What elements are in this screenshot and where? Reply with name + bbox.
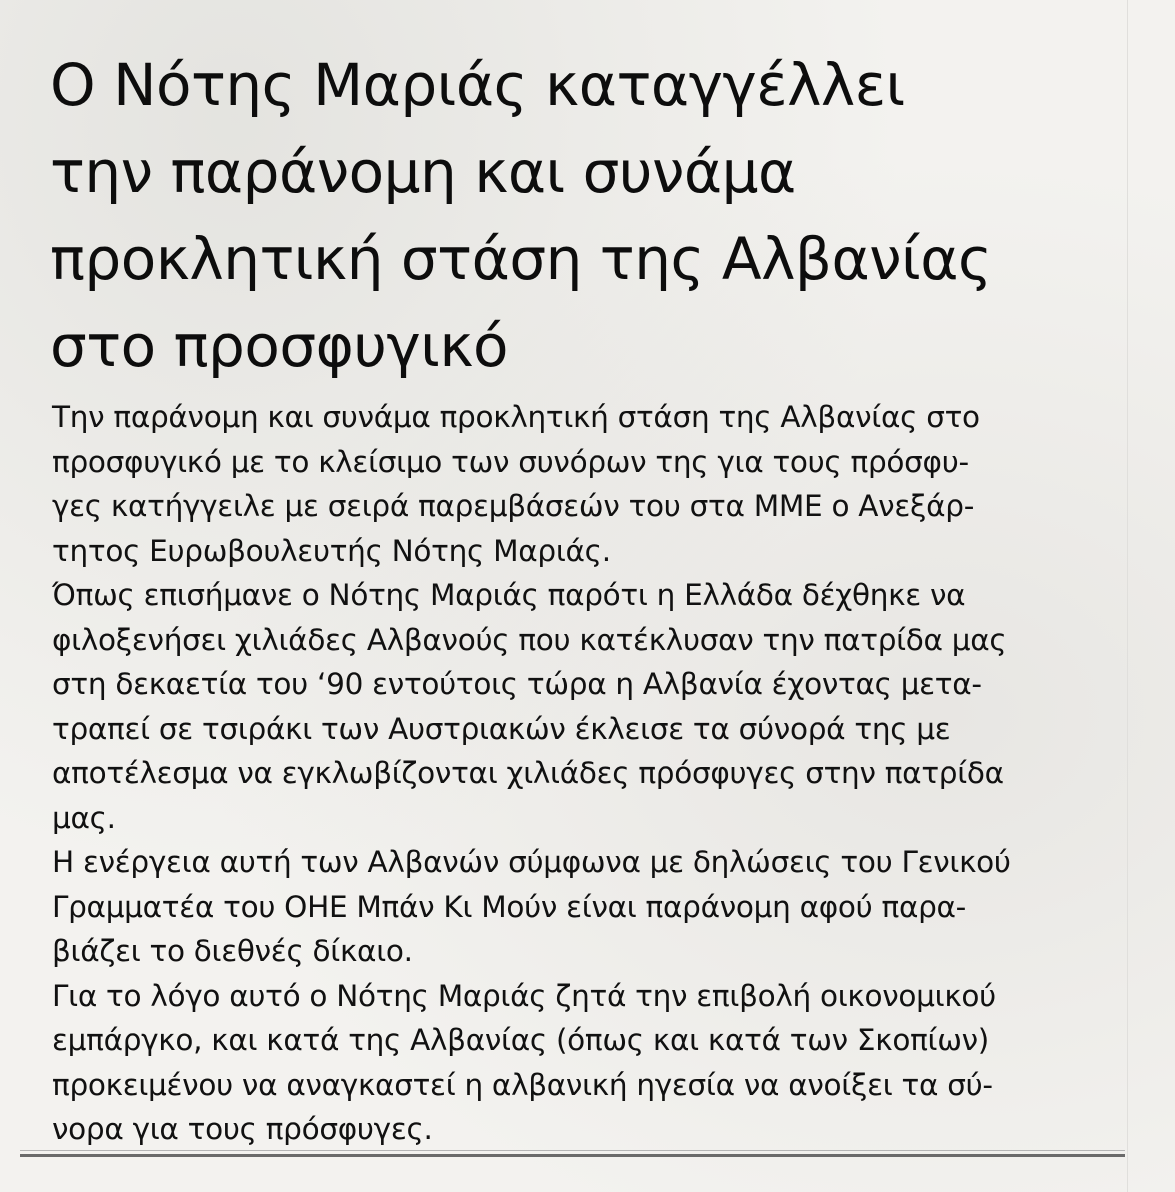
headline-line: Ο Νότης Μαριάς καταγγέλλει: [50, 51, 905, 119]
body-line: Όπως επισήμανε ο Νότης Μαριάς παρότι η Ελλάδα δέχθηκε να: [52, 578, 966, 612]
headline-line: προκλητική στάση της Αλβανίας: [50, 225, 992, 293]
body-line: Για το λόγο αυτό ο Νότης Μαριάς ζητά την επιβολή οικονομικού: [52, 978, 996, 1013]
body-line: αποτέλεσμα να εγκλωβίζονται χιλιάδες πρόσφυγες στην πατρίδα: [52, 756, 1004, 790]
body-line: εμπάργκο, και κατά της Αλβανίας (όπως και κατά των Σκοπίων): [52, 1023, 990, 1057]
body-line: Γραμματέα του ΟΗΕ Μπάν Κι Μούν είναι παράνομη αφού παρα-: [52, 889, 967, 924]
body-line: μας.: [52, 800, 116, 835]
bottom-divider-line: [20, 1154, 1125, 1157]
headline-line: την παράνομη και συνάμα: [50, 138, 796, 206]
body-line: Την παράνομη και συνάμα προκλητική στάση της Αλβανίας στο: [52, 400, 980, 434]
body-line: τραπεί σε τσιράκι των Αυστριακών έκλεισε τα σύνορά της με: [52, 711, 951, 746]
body-line: τητος Ευρωβουλευτής Νότης Μαριάς.: [52, 533, 611, 568]
article-headline: [50, 42, 1160, 390]
body-line: γες κατήγγειλε με σειρά παρεμβάσεών του στα ΜΜΕ ο Ανεξάρ-: [52, 489, 975, 523]
article-body: [52, 395, 1137, 1152]
body-line: στη δεκαετία του ‘90 εντούτοις τώρα η Αλβανία έχοντας μετα-: [52, 667, 982, 701]
body-line: βιάζει το διεθνές δίκαιο.: [52, 934, 413, 968]
body-line: φιλοξενήσει χιλιάδες Αλβανούς που κατέκλυσαν την πατρίδα μας: [52, 622, 1007, 657]
headline-line: στο προσφυγικό: [50, 312, 509, 380]
body-line: νορα για τους πρόσφυγες.: [52, 1112, 433, 1146]
divider-line-light: [20, 1150, 1125, 1151]
body-line: προσφυγικό με το κλείσιμο των συνόρων της για τους πρόσφυ-: [52, 444, 969, 479]
body-line: προκειμένου να αναγκαστεί η αλβανική ηγεσία να ανοίξει τα σύ-: [52, 1067, 993, 1102]
column-edge: [1127, 0, 1128, 1192]
body-line: Η ενέργεια αυτή των Αλβανών σύμφωνα με δηλώσεις του Γενικού: [52, 845, 1011, 879]
